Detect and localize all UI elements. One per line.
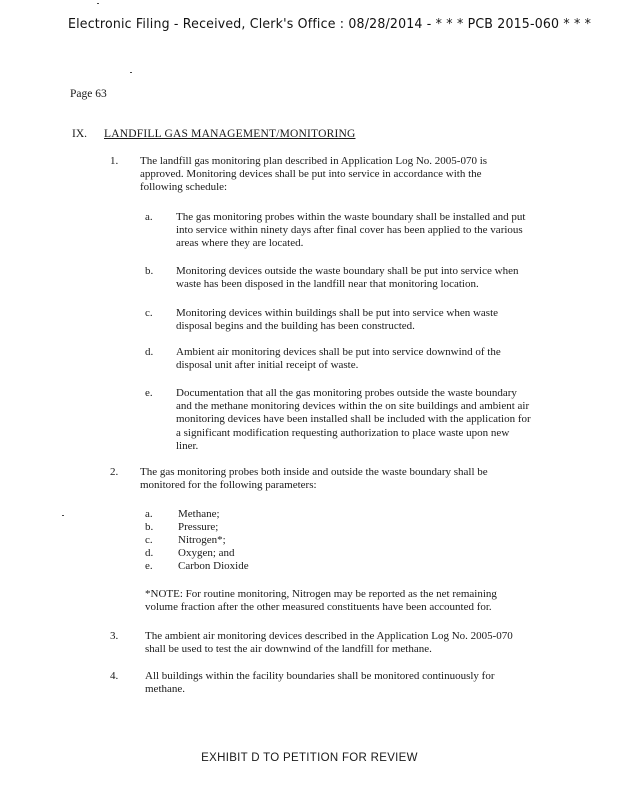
param-text: Methane; (178, 508, 220, 520)
sub-item-letter: b. (145, 265, 154, 277)
param-text: Nitrogen*; (178, 534, 226, 546)
param-letter: a. (145, 508, 153, 520)
item-number: 2. (110, 466, 119, 478)
item-text: The gas monitoring probes both inside and outside the waste boundary shall be monitored for the following parameters: (140, 466, 488, 492)
nitrogen-note: *NOTE: For routine monitoring, Nitrogen may be reported as the net remaining volume fraction after the other measured constituents have been accounted for. (145, 588, 497, 614)
item-number: 3. (110, 630, 119, 642)
param-letter: d. (145, 547, 154, 559)
sub-item-text: Ambient air monitoring devices shall be put into service downwind of the disposal unit after initial receipt of waste. (176, 346, 501, 372)
param-text: Carbon Dioxide (178, 560, 249, 572)
param-letter: c. (145, 534, 153, 546)
sub-item-text: The gas monitoring probes within the waste boundary shall be installed and put into service within ninety days after final cover has been applied to the various areas where they are located. (176, 211, 526, 250)
sub-item-text: Monitoring devices within buildings shall be put into service when waste disposal begins and the building has been constructed. (176, 307, 499, 333)
item-number: 1. (110, 155, 119, 167)
param-letter: b. (145, 521, 154, 533)
sub-item-text: Monitoring devices outside the waste boundary shall be put into service when waste has been disposed in the landfill near that monitoring location. (176, 265, 519, 291)
sub-item-letter: e. (145, 387, 153, 399)
item-text: The landfill gas monitoring plan described in Application Log No. 2005-070 is approved. Monitoring devices shall be put into service in accordance with the following schedule: (140, 155, 488, 194)
item-number: 4. (110, 670, 119, 682)
section-title: LANDFILL GAS MANAGEMENT/MONITORING (104, 128, 356, 140)
section-number: IX. (72, 128, 88, 140)
param-letter: e. (145, 560, 153, 572)
sub-item-letter: d. (145, 346, 154, 358)
sub-item-letter: a. (145, 211, 153, 223)
filing-stamp: Electronic Filing - Received, Clerk's Office : 08/28/2014 - * * * PCB 2015-060 * * * (68, 16, 592, 32)
param-text: Pressure; (178, 521, 219, 533)
scan-speck (62, 515, 64, 516)
item-text: The ambient air monitoring devices described in the Application Log No. 2005-070 shall be used to test the air downwind of the landfill for methane. (145, 630, 513, 656)
sub-item-letter: c. (145, 307, 153, 319)
exhibit-footer: EXHIBIT D TO PETITION FOR REVIEW (201, 752, 418, 764)
scan-speck (97, 3, 99, 4)
sub-item-text: Documentation that all the gas monitoring probes outside the waste boundary and the methane monitoring devices within the on site buildings and ambient air monitoring devices have been installed shall be included with the application for a significant modification requesting authorization to place waste upon new liner. (176, 387, 531, 452)
item-text: All buildings within the facility boundaries shall be monitored continuously for methane. (145, 670, 495, 696)
scan-speck (130, 72, 132, 73)
param-text: Oxygen; and (178, 547, 235, 559)
page-number: Page 63 (70, 88, 107, 100)
